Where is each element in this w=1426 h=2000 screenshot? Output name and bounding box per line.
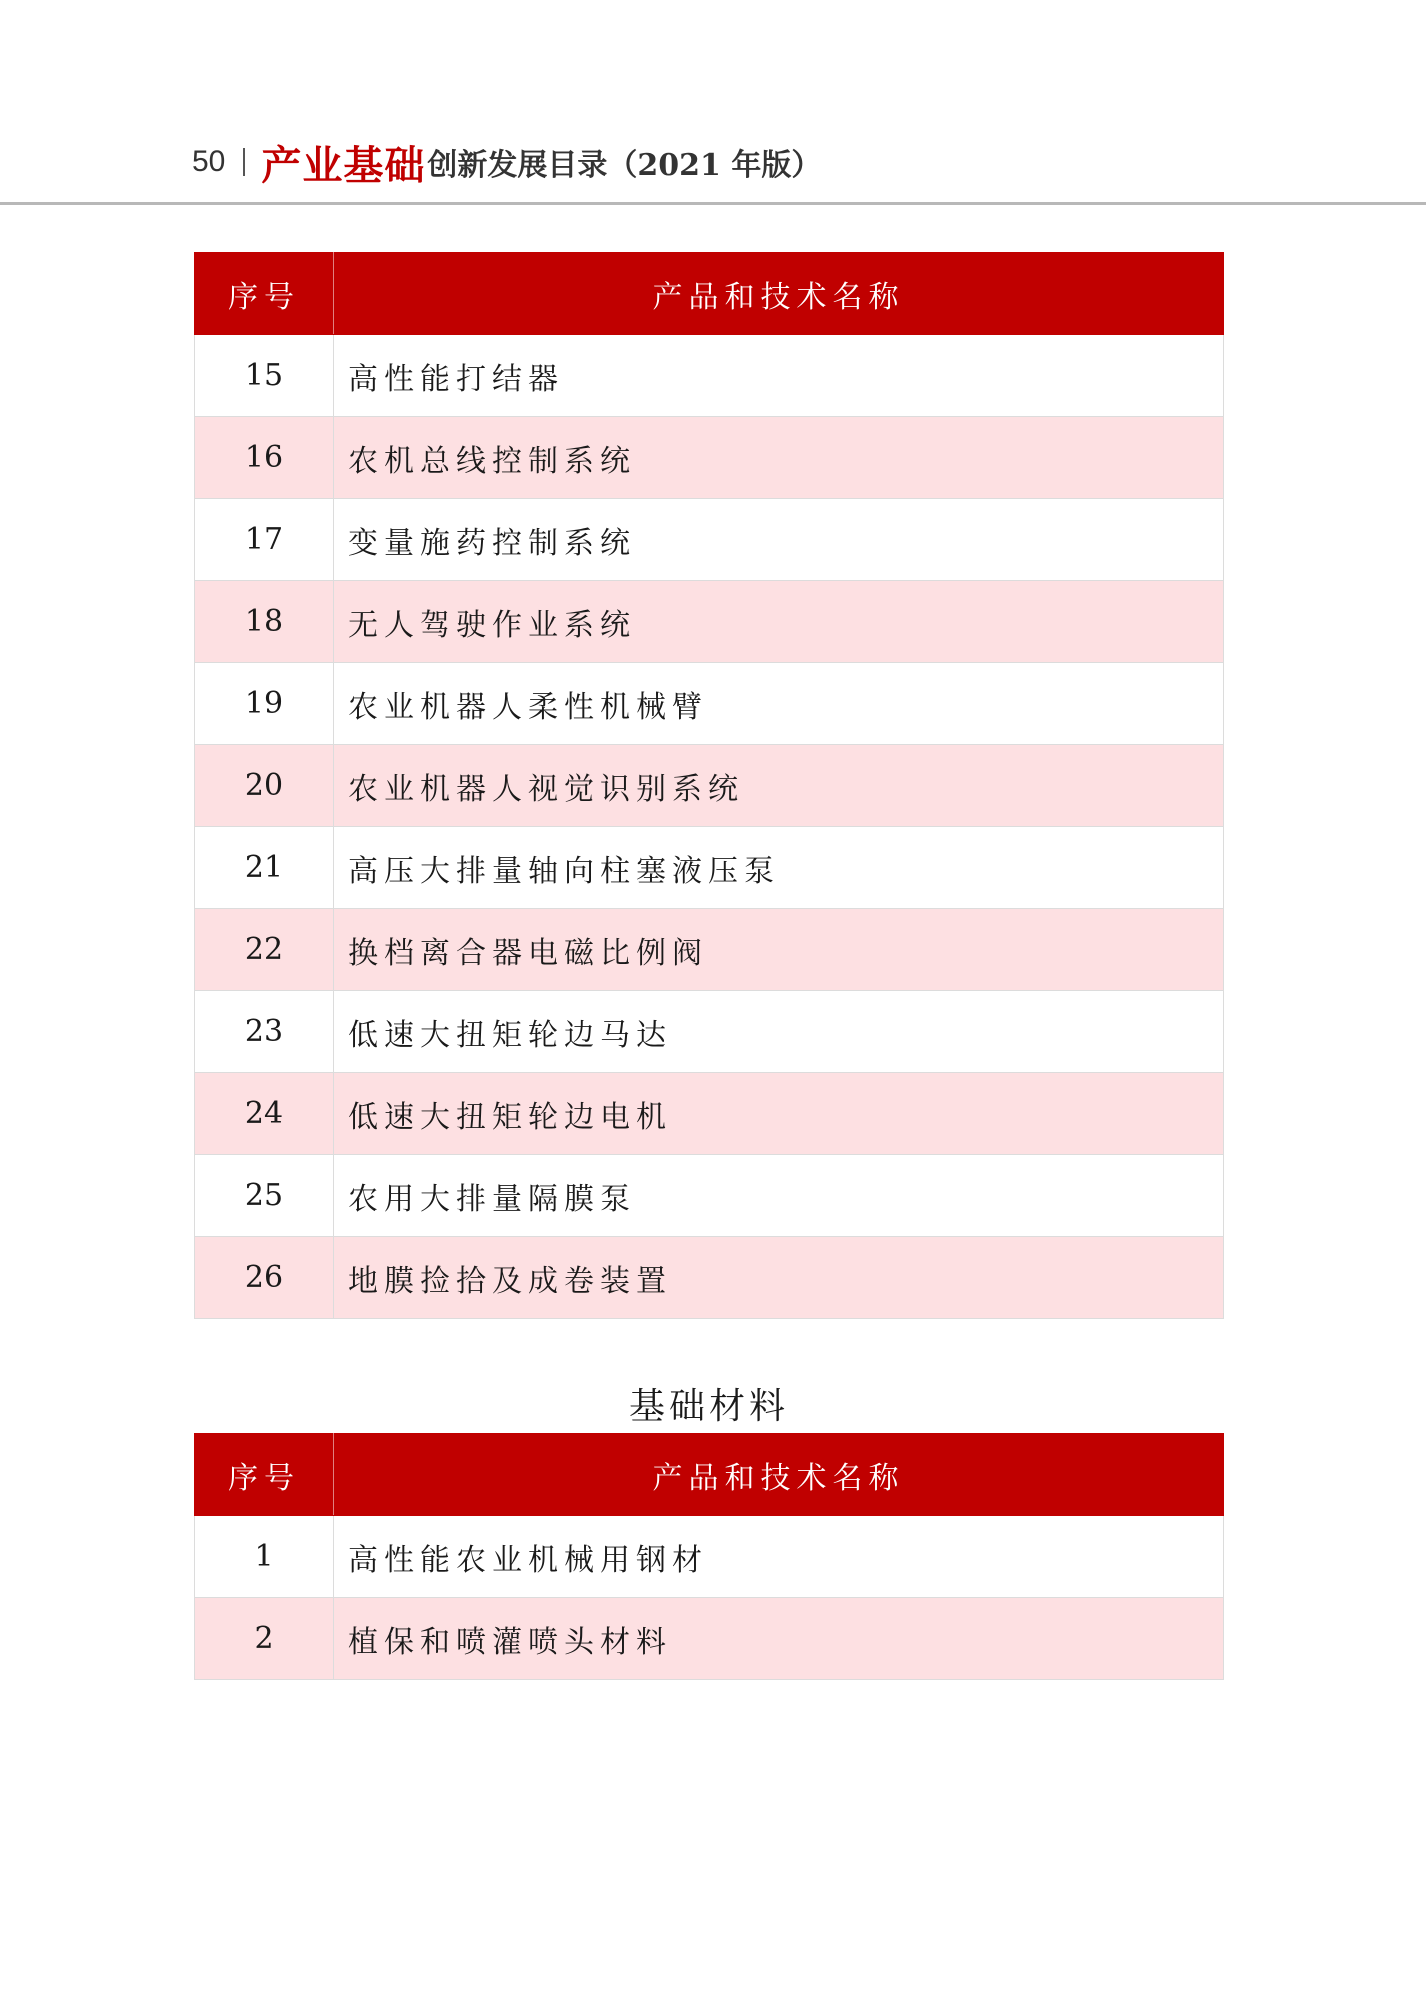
column-header-product-name: 产品和技术名称 [334,1434,1224,1516]
column-header-product-name: 产品和技术名称 [334,253,1224,335]
serial-cell: 1 [195,1516,334,1598]
column-header-serial: 序号 [195,253,334,335]
product-name-cell: 换档离合器电磁比例阀 [334,909,1224,991]
serial-cell: 26 [195,1237,334,1319]
product-name-cell: 农业机器人柔性机械臂 [334,663,1224,745]
product-name-cell: 植保和喷灌喷头材料 [334,1598,1224,1680]
catalog-table-basic-materials [194,1433,1224,1680]
product-name-cell: 低速大扭矩轮边电机 [334,1073,1224,1155]
product-name-cell: 高压大排量轴向柱塞液压泵 [334,827,1224,909]
table-row [195,499,1224,581]
product-name-cell: 地膜捡拾及成卷装置 [334,1237,1224,1319]
document-title-rest: 创新发展目录（2021 年版） [427,148,822,183]
serial-cell: 18 [195,581,334,663]
product-name-cell: 农用大排量隔膜泵 [334,1155,1224,1237]
section-title-basic-materials: 基础材料 [628,1386,789,1427]
document-title-highlight: 产业基础 [261,141,426,189]
serial-cell: 2 [195,1598,334,1680]
table-row [195,417,1224,499]
product-name-cell: 变量施药控制系统 [334,499,1224,581]
page-header [192,130,821,194]
table-row [195,1155,1224,1237]
table-row [195,745,1224,827]
table-header-row [195,1434,1224,1516]
product-name-cell: 无人驾驶作业系统 [334,581,1224,663]
serial-cell: 17 [195,499,334,581]
table-row [195,1598,1224,1680]
serial-cell: 15 [195,335,334,417]
header-divider [0,202,1426,205]
table-row [195,1073,1224,1155]
table-row [195,909,1224,991]
product-name-cell: 低速大扭矩轮边马达 [334,991,1224,1073]
serial-cell: 16 [195,417,334,499]
header-separator [243,148,245,176]
catalog-table-machinery [194,252,1224,1319]
table-row [195,581,1224,663]
product-name-cell: 农业机器人视觉识别系统 [334,745,1224,827]
table-row [195,663,1224,745]
serial-cell: 19 [195,663,334,745]
product-name-cell: 农机总线控制系统 [334,417,1224,499]
product-name-cell: 高性能打结器 [334,335,1224,417]
table-row [195,1237,1224,1319]
table-row [195,827,1224,909]
serial-cell: 22 [195,909,334,991]
serial-cell: 24 [195,1073,334,1155]
serial-cell: 20 [195,745,334,827]
table-header-row [195,253,1224,335]
serial-cell: 25 [195,1155,334,1237]
serial-cell: 23 [195,991,334,1073]
serial-cell: 21 [195,827,334,909]
column-header-serial: 序号 [195,1434,334,1516]
table-row [195,335,1224,417]
product-name-cell: 高性能农业机械用钢材 [334,1516,1224,1598]
page-number: 50 [192,145,226,178]
table-row [195,991,1224,1073]
table-row [195,1516,1224,1598]
